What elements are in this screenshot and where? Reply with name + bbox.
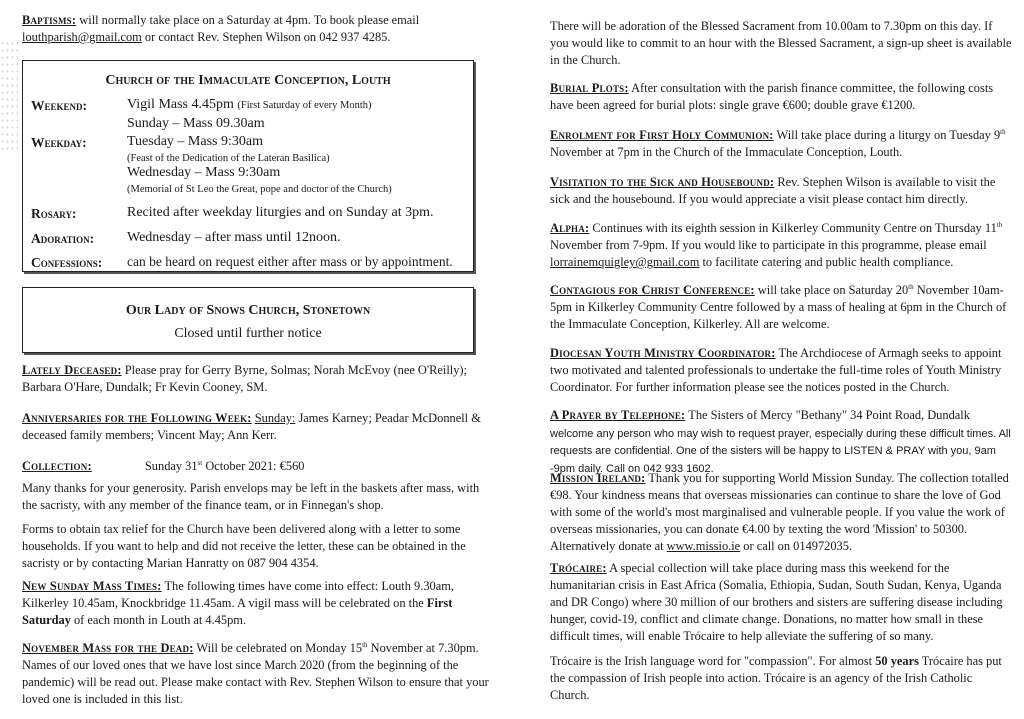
weekend-label: Weekend: — [31, 98, 88, 113]
church-title: Church of the Immaculate Conception, Louth — [105, 73, 391, 88]
stonetown-title: Our Lady of Snows Church, Stonetown — [125, 303, 371, 318]
mass-times-notice: New Sunday Mass Times: The following times have come into effect: Louth 9.30am, Kilkerley 10.45am, Knockbridge 11.45am. A vigil mass will be celebrated on the First Saturday of each month in Louth at 4.45pm. — [22, 579, 454, 627]
tuesday-mass: Tuesday – Mass 9:30am — [127, 134, 263, 149]
weekday-label: Weekday: — [31, 135, 87, 150]
rosary-label: Rosary: — [31, 206, 77, 221]
alpha-heading: Alpha: — [550, 221, 590, 235]
enrolment-notice: Enrolment for First Holy Communion: Will take place during a liturgy on Tuesday 9th November at 7pm in the Church of the Immaculate Conception, Louth. — [550, 128, 1006, 159]
burial-notice: Burial Plots: After consultation with the parish finance committee, the following costs have been agreed for burial plots: single grave €600; double grave €1200. — [550, 81, 994, 112]
tuesday-note: (Feast of the Dedication of the Lateran Basilica) — [127, 153, 330, 164]
collection-thanks: Many thanks for your generosity. Parish envelops may be left in the baskets after mass, with the sacristy, with any member of the finance team, or in Finnegan's shop. — [22, 481, 480, 512]
alpha-email-link[interactable]: lorrainemquigley@gmail.com — [550, 255, 700, 269]
deceased-heading: Lately Deceased: — [22, 363, 122, 377]
enrolment-heading: Enrolment for First Holy Communion: — [550, 128, 774, 142]
prayer-notice: A Prayer by Telephone: The Sisters of Mercy "Bethany" 34 Point Road, Dundalk welcome any person who may wish to request prayer, especially during these difficult times. All requests are confidential. One of the sisters will be happy to LISTEN & PRAY with you, 9am -9pm daily. Call on 042 933 1602. — [550, 408, 1011, 475]
november-notice: November Mass for the Dead: Will be celebrated on Monday 15th November at 7.30pm. Names of our loved ones that we have lost since March 2020 (from the beginning of the pandemic) will be read out. Please make contact with Rev. Stephen Wilson to ensure that your loved one is included in this list. — [22, 641, 489, 706]
baptisms-heading: Baptisms: — [22, 13, 77, 27]
parish-email-link[interactable]: louthparish@gmail.com — [22, 30, 142, 44]
church-schedule-box — [22, 60, 474, 272]
alpha-notice: Alpha: Continues with its eighth session in Kilkerley Community Centre on Thursday 11th November from 7-9pm. If you would like to participate in this programme, please email lorrainemquigley@gmail.com to facilitate catering and public health compliance. — [550, 221, 1003, 269]
contagious-heading: Contagious for Christ Conference: — [550, 283, 755, 297]
trocaire-heading: Trócaire: — [550, 561, 607, 575]
deceased-notice: Lately Deceased: Please pray for Gerry Byrne, Solmas; Norah McEvoy (nee O'Reilly); Barbara O'Hare, Dundalk; Fr Kevin Cooney, SM. — [22, 363, 467, 394]
adoration-text: Wednesday – after mass until 12noon. — [127, 230, 341, 245]
burial-heading: Burial Plots: — [550, 81, 629, 95]
confessions-label: Confessions: — [31, 255, 103, 270]
november-heading: November Mass for the Dead: — [22, 641, 194, 655]
stonetown-status: Closed until further notice — [174, 326, 322, 341]
adoration-continued: There will be adoration of the Blessed Sacrament from 10.00am to 7.30pm on this day. If you would like to commit to an hour with the Blessed Sacrament, a sign-up sheet is available in the Church. — [550, 19, 1012, 67]
wednesday-note: (Memorial of St Leo the Great, pope and doctor of the Church) — [127, 184, 392, 195]
missio-link[interactable]: www.missio.ie — [666, 539, 741, 553]
baptisms-notice — [22, 12, 492, 46]
collection-heading: Collection: — [22, 459, 92, 473]
sunday-mass: Sunday – Mass 09.30am — [127, 116, 265, 131]
baptisms-text: will normally take place on a Saturday at 4pm. To book please email — [76, 13, 420, 27]
prayer-heading: A Prayer by Telephone: — [550, 408, 686, 422]
diocesan-notice: Diocesan Youth Ministry Coordinator: The Archdiocese of Armagh seeks to appoint two motivated and talented professionals to undertake the full-time roles of Youth Ministry Coordinator. For further information please see the notices posted in the Church. — [550, 346, 1002, 394]
trocaire-meaning: Trócaire is the Irish language word for "compassion". For almost 50 years Trócaire has put the compassion of Irish people into action. Trócaire is an agency of the Irish Catholic Church. — [550, 654, 1002, 702]
mission-notice: Mission Ireland: Thank you for supporting World Mission Sunday. The collection totalled €98. Your kindness means that overseas missionaries can continue to share the love of God with some of the world's most marginalised and vulnerable people. If you value the work of overseas missionaries, you can donate €4.00 by texting the word 'Mission' to 50300. Alternatively donate at www.missio.ie or call on 014972035. — [550, 471, 1009, 553]
wednesday-mass: Wednesday – Mass 9:30am — [127, 165, 281, 180]
anniversaries-notice: Anniversaries for the Following Week: Sunday: James Karney; Peadar McDonnell & deceased family members; Vincent May; Ann Kerr. — [22, 411, 481, 442]
baptisms-contact: or contact Rev. Stephen Wilson on 042 937 4285. — [141, 30, 391, 44]
collection-amount: Sunday 31st October 2021: €560 — [144, 459, 305, 473]
rosary-text: Recited after weekday liturgies and on Sunday at 3pm. — [127, 205, 434, 220]
collection-notice — [22, 458, 492, 572]
mass-times-heading: New Sunday Mass Times: — [22, 579, 162, 593]
mission-heading: Mission Ireland: — [550, 471, 646, 485]
visitation-heading: Visitation to the Sick and Housebound: — [550, 175, 775, 189]
visitation-notice: Visitation to the Sick and Housebound: Rev. Stephen Wilson is available to visit the sick and the housebound. If you would appreciate a visit please contact him directly. — [550, 175, 996, 206]
contagious-notice: Contagious for Christ Conference: will take place on Saturday 20th November 10am-5pm in Kilkerley Community Centre followed by a mass of healing at 6pm in the Church of the Immaculate Conception, Kilkerley. All are welcome. — [550, 283, 1007, 331]
stonetown-box — [22, 287, 474, 353]
adoration-label: Adoration: — [31, 231, 95, 246]
collection-tax-relief: Forms to obtain tax relief for the Church have been delivered along with a letter to some households. If you want to help and did not receive the letter, these can be obtained in the sacristy or by contacting Marian Hanratty on 087 904 4354. — [22, 522, 466, 570]
vigil-mass: Vigil Mass 4.45pm (First Saturday of every Month) — [127, 97, 372, 112]
confessions-text: can be heard on request either after mass or by appointment. — [127, 254, 453, 269]
diocesan-heading: Diocesan Youth Ministry Coordinator: — [550, 346, 776, 360]
scan-speckle — [0, 40, 18, 150]
anniversaries-heading: Anniversaries for the Following Week: — [22, 411, 252, 425]
trocaire-notice: Trócaire: A special collection will take place during mass this weekend for the humanitarian crisis in East Africa (Somalia, Ethiopia, Sudan, South Sudan, Kenya, Uganda and DR Congo) where 30 million of our brothers and sisters are suffering disease including hunger, covid-19, conflict and climate change. Donations, no matter how small in these difficult times, will enable Trócaire to help alleviate the suffering of so many. Trócaire is the Irish language word for "compassion". For almost 50 years Trócaire has put the compassion of Irish people into action. Trócaire is an agency of the Irish Catholic Church. — [550, 560, 1014, 704]
